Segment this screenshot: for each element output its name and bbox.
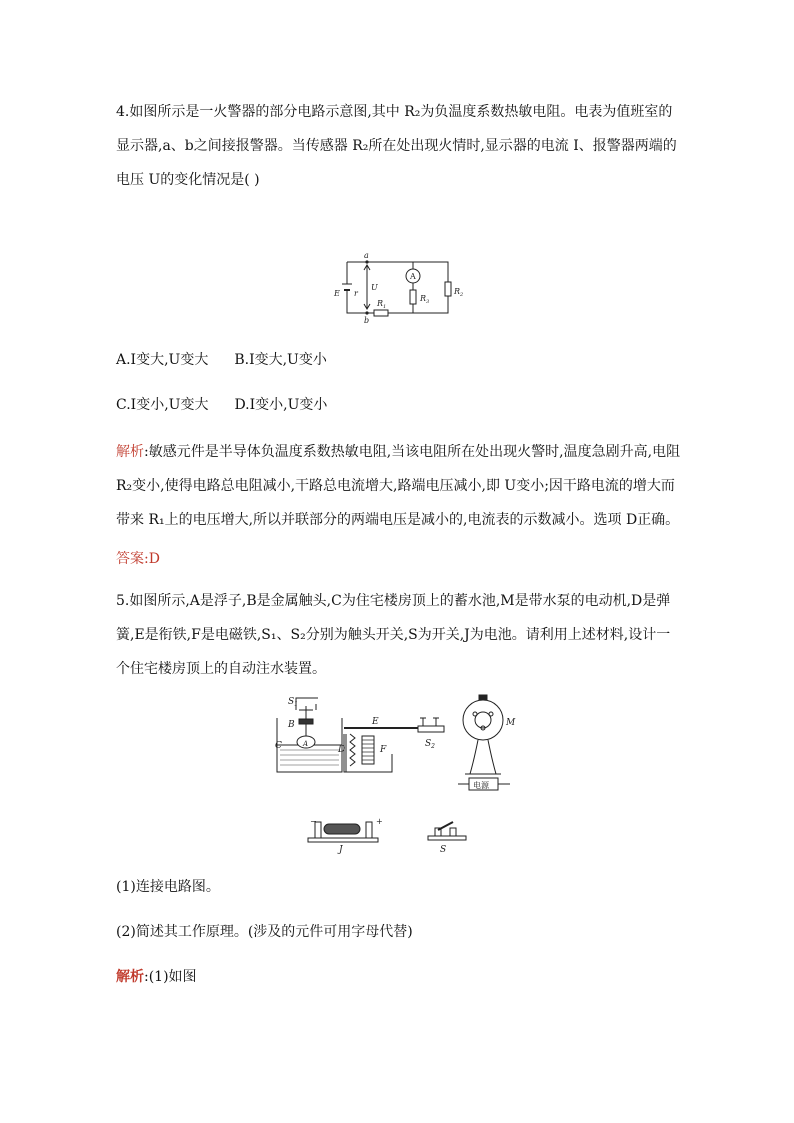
label-r1: $R_1$ (377, 299, 387, 310)
option-d[interactable]: D.I变小,U变小 (234, 397, 328, 413)
analysis-body: :(1)如图 (144, 969, 197, 985)
label-a: A (303, 740, 309, 748)
label-ammeter: A (410, 272, 416, 281)
sub-question-1: (1)连接电路图。 (116, 879, 220, 895)
resistor-r2 (445, 282, 451, 296)
label-c: C (275, 741, 282, 751)
label-minus: − (310, 817, 317, 826)
answer-4: 答案:D (116, 551, 160, 567)
apparatus-figure (270, 690, 520, 855)
label-a: a (364, 251, 369, 260)
label-u: U (371, 283, 378, 292)
label-e: E (372, 717, 379, 727)
circuit-diagram (330, 250, 470, 326)
analysis-4 (116, 435, 682, 537)
sub-question-2: (2)简述其工作原理。(涉及的元件可用字母代替) (116, 924, 413, 940)
analysis-tag: 解析 (116, 444, 144, 460)
question-4-text: 4.如图所示是一火警器的部分电路示意图,其中 R₂为负温度系数热敏电阻。电表为值班室的显示器,a、b之间接报警器。当传感器 R₂所在处出现火情时,显示器的电流 I、报警器两端的电压 U的变化情况是( ) (116, 104, 677, 188)
label-f: F (380, 745, 387, 755)
label-m: M (506, 718, 516, 728)
label-b: B (288, 720, 295, 730)
resistor-r1 (374, 310, 388, 316)
analysis-tag: 解析 (116, 969, 144, 985)
option-a[interactable]: A.I变大,U变大 (116, 352, 209, 368)
option-c[interactable]: C.I变小,U变大 (116, 397, 209, 413)
label-s: S (440, 845, 447, 855)
label-s1: $S_1$ (288, 697, 298, 708)
options-row-2 (116, 395, 327, 415)
label-r3: $R_3$ (420, 294, 430, 305)
label-r: r (354, 289, 358, 298)
label-j: J (339, 845, 343, 855)
label-d: D (338, 745, 346, 755)
label-e: E (334, 289, 340, 298)
label-r2: $R_2$ (454, 287, 464, 298)
analysis-body: :敏感元件是半导体负温度系数热敏电阻,当该电阻所在处出现火警时,温度急剧升高,电阻 R₂变小,使得电路总电阻减小,干路总电流增大,路端电压减小,即 U变小;因干路电流的增大而带来 R₁上的电压增大,所以并联部分的两端电压是减小的,电流表的示数减小。选项 D正确。 (116, 444, 681, 528)
label-plus: + (376, 817, 383, 826)
question-5-text: 5.如图所示,A是浮子,B是金属触头,C为住宅楼房顶上的蓄水池,M是带水泵的电动机,D是弹簧,E是衔铁,F是电磁铁,S₁、S₂分别为触头开关,S为开关,J为电池。请利用上述材料,设计一个住宅楼房顶上的自动注水装置。 (116, 593, 671, 677)
resistor-r3 (410, 290, 416, 304)
options-row-1 (116, 350, 327, 370)
analysis-5 (116, 966, 197, 986)
option-b[interactable]: B.I变大,U变小 (234, 352, 327, 368)
label-power: 电源 (473, 781, 489, 790)
label-s2: $S_2$ (425, 739, 435, 750)
label-b: b (364, 316, 370, 325)
